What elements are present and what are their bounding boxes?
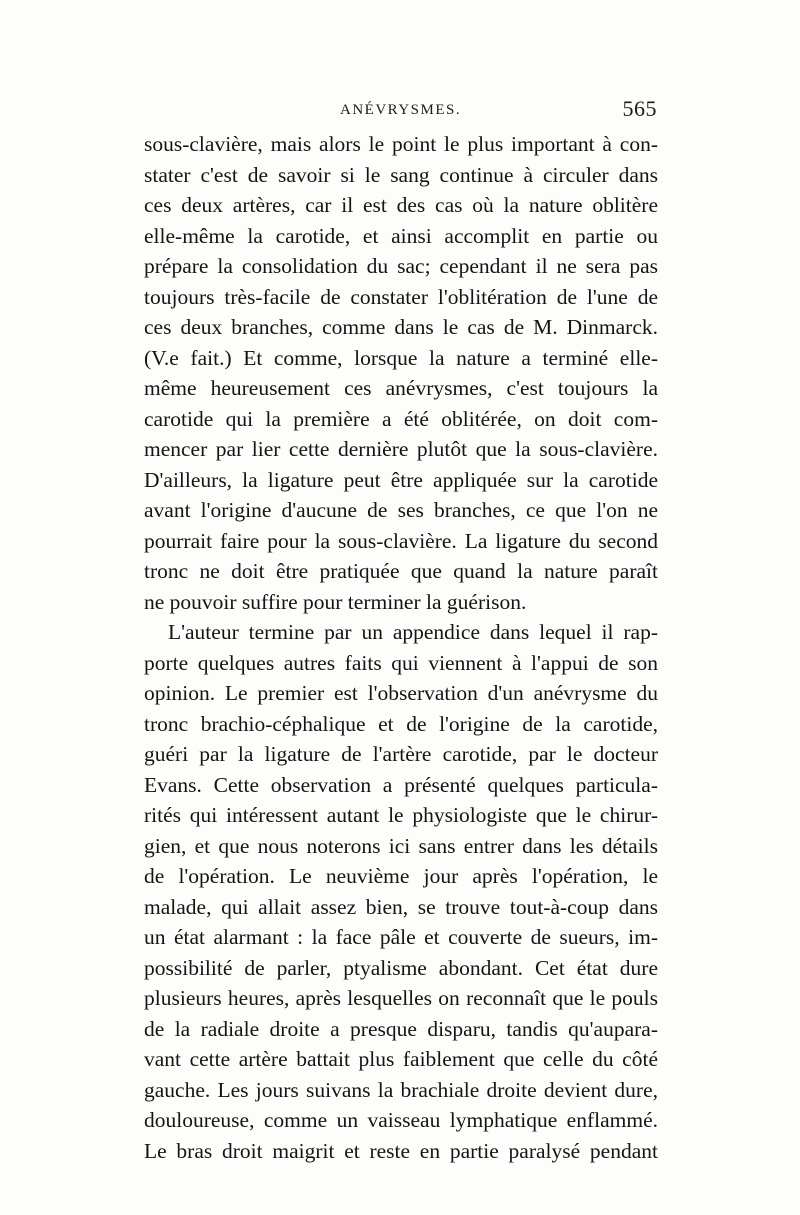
page-number: 565 — [622, 96, 657, 121]
text-line: gauche. Les jours suivans la brachiale droite devient dure, — [144, 1077, 658, 1102]
text-line: porte quelques autres faits qui viennent à l'appui de son — [144, 650, 658, 675]
text-line: carotide qui la première a été oblitérée, on doit com- — [144, 406, 658, 431]
text-line: pourrait faire pour la sous-clavière. La ligature du second — [144, 528, 658, 553]
text-line: Le bras droit maigrit et reste en partie paralysé pendant — [144, 1138, 658, 1163]
text-line: de la radiale droite a presque disparu, tandis qu'aupara- — [144, 1016, 658, 1041]
text-line: tronc brachio-céphalique et de l'origine de la carotide, — [144, 711, 658, 736]
text-line: D'ailleurs, la ligature peut être appliquée sur la carotide — [144, 467, 658, 492]
text-line: possibilité de parler, ptyalisme abondant. Cet état dure — [144, 955, 658, 980]
text-line: mencer par lier cette dernière plutôt que la sous-clavière. — [144, 437, 658, 461]
paragraph-start-line: L'auteur termine par un appendice dans lequel il rap- — [168, 620, 658, 644]
body-text — [144, 129, 658, 1166]
text-line: avant l'origine d'aucune de ses branches, ce que l'on ne — [144, 498, 658, 522]
running-title: ANÉVRYSMES. — [340, 102, 462, 118]
text-line: gien, et que nous noterons ici sans entrer dans les détails — [144, 833, 658, 858]
text-line: rités qui intéressent autant le physiologiste que le chirur- — [144, 803, 658, 827]
text-line: Evans. Cette observation a présenté quelques particula- — [144, 772, 658, 797]
running-header — [145, 96, 657, 126]
text-line: tronc ne doit être pratiquée que quand la nature paraît — [144, 559, 658, 583]
text-line: elle-même la carotide, et ainsi accomplit en partie ou — [144, 223, 658, 248]
text-line: sous-clavière, mais alors le point le plus important à con- — [144, 132, 658, 156]
text-line: ces deux artères, car il est des cas où la nature oblitère — [144, 193, 658, 217]
text-line: de l'opération. Le neuvième jour après l'opération, le — [144, 864, 658, 888]
text-line: (V.e fait.) Et comme, lorsque la nature a terminé elle- — [144, 345, 658, 370]
text-line: stater c'est de savoir si le sang continue à circuler dans — [144, 162, 658, 187]
text-line: guéri par la ligature de l'artère carotide, par le docteur — [144, 742, 658, 766]
text-line: ces deux branches, comme dans le cas de M. Dinmarck. — [144, 315, 658, 339]
text-line: prépare la consolidation du sac; cependant il ne sera pas — [144, 254, 658, 278]
text-line: plusieurs heures, après lesquelles on reconnaît que le pouls — [144, 986, 658, 1010]
text-line: vant cette artère battait plus faiblement que celle du côté — [144, 1047, 658, 1071]
text-line: toujours très-facile de constater l'oblitération de l'une de — [144, 284, 658, 309]
paragraph-end-line: ne pouvoir suffire pour terminer la guérison. — [144, 589, 527, 614]
text-line: malade, qui allait assez bien, se trouve tout-à-coup dans — [144, 894, 658, 919]
text-line: un état alarmant : la face pâle et couverte de sueurs, im- — [144, 925, 658, 949]
text-line: opinion. Le premier est l'observation d'un anévrysme du — [144, 681, 658, 705]
text-line: douloureuse, comme un vaisseau lymphatique enflammé. — [144, 1108, 658, 1132]
text-line: même heureusement ces anévrysmes, c'est toujours la — [144, 376, 658, 400]
